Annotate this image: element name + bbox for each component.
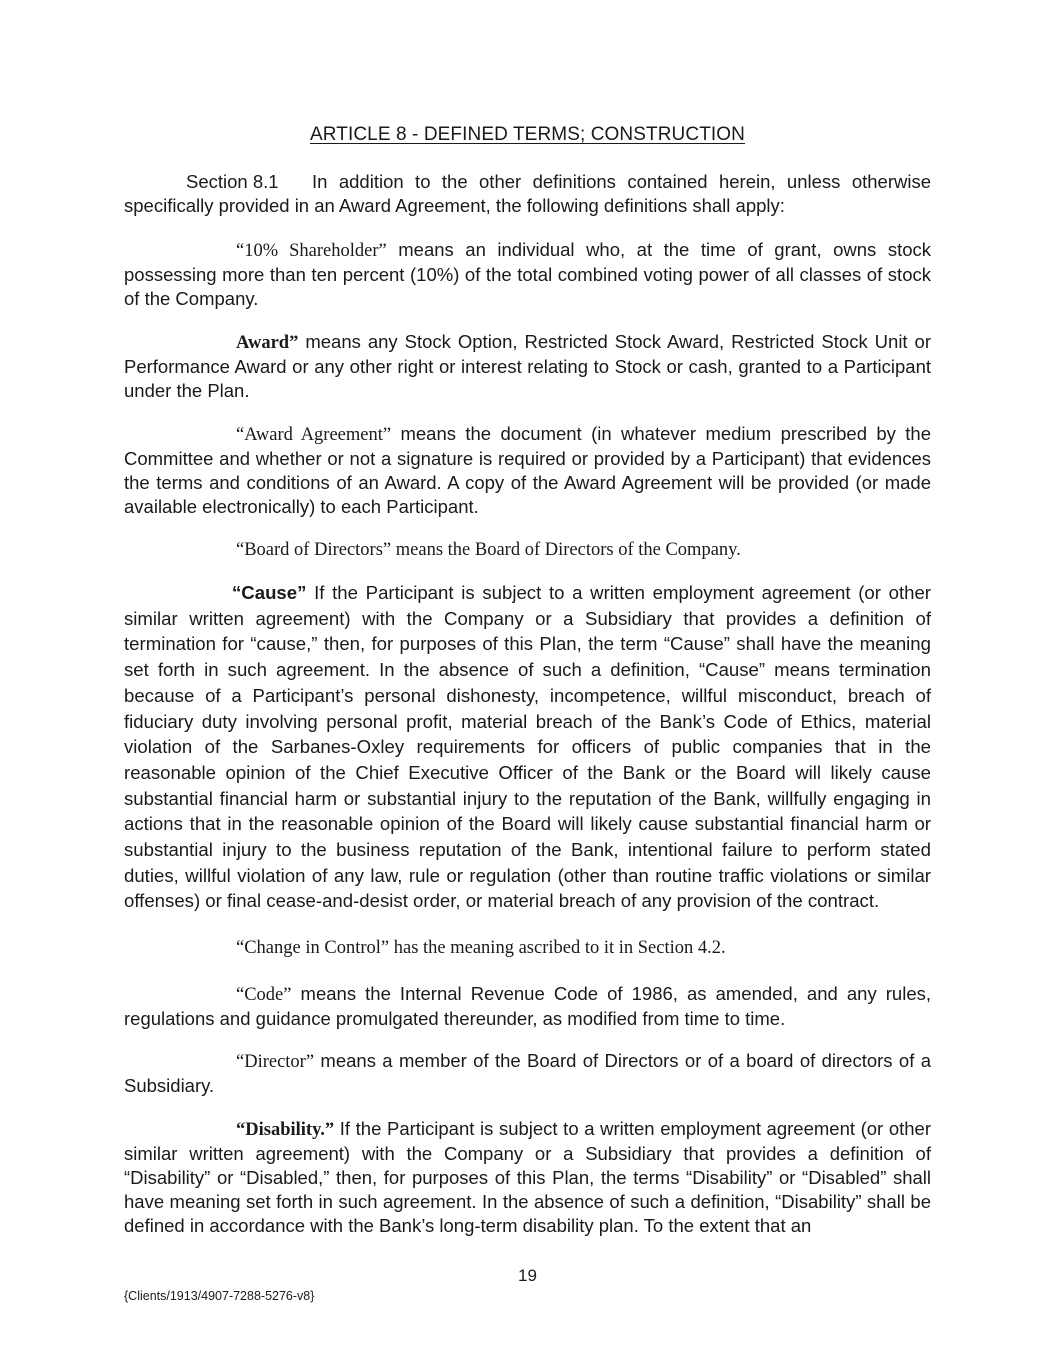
definition-text: means an individual who, at the time of grant, owns stock possessing more than ten percent (10%) of the total combined voting power of all classes of stock of the Company.	[124, 239, 931, 309]
definition-term: “Code”	[236, 985, 292, 1005]
definition-text: If the Participant is subject to a written employment agreement (or other similar written agreement) with the Company or a Subsidiary that provides a definition of “Disability” or “Disabled,” then, for purposes of this Plan, the terms “Disability” or “Disabled” shall have meaning set forth in such agreement. In the absence of such a definition, “Disability” shall be defined in accordance with the Bank’s long-term disability plan. To the extent that an	[124, 1118, 931, 1236]
definition-change-in-control	[124, 936, 931, 960]
page-number: 19	[518, 1266, 537, 1285]
section-8-1-paragraph	[124, 170, 931, 218]
definition-board-of-directors	[124, 538, 931, 562]
definition-text: means any Stock Option, Restricted Stock Award, Restricted Stock Unit or Performance Award or any other right or interest relating to Stock or cash, granted to a Participant under the Plan.	[124, 331, 931, 401]
article-heading: ARTICLE 8 - DEFINED TERMS; CONSTRUCTION	[310, 124, 745, 145]
definition-disability	[124, 1117, 931, 1238]
definition-term: “Board of Directors”	[236, 540, 392, 560]
section-text: In addition to the other definitions contained herein, unless otherwise specifically provided in an Award Agreement, the following definitions shall apply:	[124, 171, 931, 216]
definition-term: “Cause”	[232, 582, 307, 603]
definition-term: “Change in Control”	[236, 938, 390, 958]
definition-text: has the meaning ascribed to it in Section 4.2.	[389, 938, 726, 958]
definition-award	[124, 330, 931, 403]
definition-text: means the Board of Directors of the Company.	[391, 540, 741, 560]
definition-term: “10% Shareholder”	[236, 241, 387, 261]
definition-term: “Award Agreement”	[236, 425, 392, 445]
section-label: Section 8.1	[186, 171, 279, 192]
definition-cause	[124, 580, 931, 914]
definition-term: Award”	[236, 333, 299, 353]
definition-award-agreement	[124, 422, 931, 519]
definition-term: “Director”	[236, 1052, 315, 1072]
document-id: {Clients/1913/4907-7288-5276-v8}	[124, 1289, 315, 1303]
definition-text: If the Participant is subject to a written employment agreement (or other similar written agreement) with the Company or a Subsidiary that provides a definition of termination for “cause,” then, for purposes of this Plan, the term “Cause” shall have the meaning set forth in such agreement. In the absence of such a definition, “Cause” means termination because of a Participant’s personal dishonesty, incompetence, willful misconduct, breach of fiduciary duty involving personal profit, material breach of the Bank’s Code of Ethics, material violation of the Sarbanes-Oxley requirements for officers of public companies that in the reasonable opinion of the Chief Executive Officer of the Bank or the Board will likely cause substantial financial harm or substantial injury to the reputation of the Bank, willfully engaging in actions that in the reasonable opinion of the Board will likely cause substantial financial harm or substantial injury to the business reputation of the Bank, intentional failure to perform stated duties, willful violation of any law, rule or regulation (other than routine traffic violations or similar offenses) or final cease-and-desist order, or material breach of any provision of the contract.	[124, 582, 931, 912]
definition-text: means the Internal Revenue Code of 1986, as amended, and any rules, regulations and guidance promulgated thereunder, as modified from time to time.	[124, 983, 931, 1029]
definition-text: means the document (in whatever medium prescribed by the Committee and whether or not a signature is required or provided by a Participant) that evidences the terms and conditions of an Award. A copy of the Award Agreement will be provided (or made available electronically) to each Participant.	[124, 423, 931, 517]
definition-term: “Disability.”	[236, 1120, 335, 1140]
definition-10-percent-shareholder	[124, 238, 931, 311]
definition-director	[124, 1049, 931, 1098]
definition-text: means a member of the Board of Directors or of a board of directors of a Subsidiary.	[124, 1050, 931, 1096]
definition-code	[124, 982, 931, 1031]
